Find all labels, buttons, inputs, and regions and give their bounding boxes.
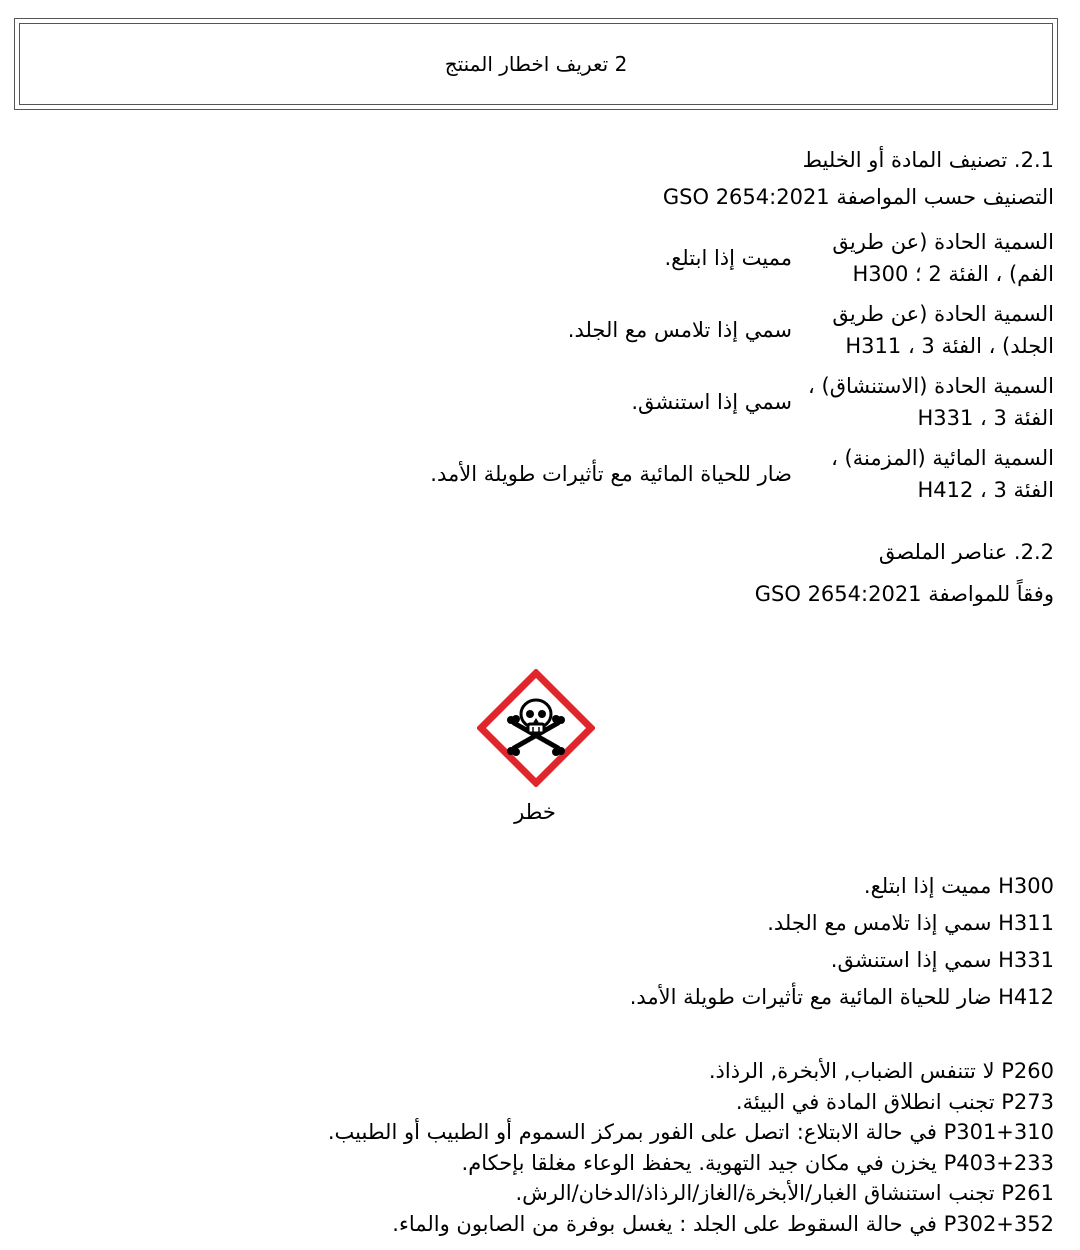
classification-class: السمية الحادة (عن طريق الفم) ، الفئة 2 ؛ H300 <box>832 230 1054 286</box>
precautionary-text: لا تتنفس الضباب, الأبخرة, الرذاذ. <box>708 1059 995 1083</box>
precautionary-code: P273 <box>1001 1089 1054 1114</box>
precautionary-statement <box>328 1056 1054 1087</box>
classification-row <box>374 226 1054 290</box>
classification-row <box>374 370 1054 434</box>
classification-table <box>374 226 1054 514</box>
precautionary-code: P261 <box>1001 1181 1054 1205</box>
section-header-inner <box>19 23 1053 105</box>
precautionary-code: P260 <box>1001 1059 1054 1083</box>
precautionary-code: P302+352 <box>943 1211 1054 1236</box>
hazard-text: ضار للحياة المائية مع تأثيرات طويلة الأمد. <box>629 985 992 1009</box>
precautionary-statement-list <box>328 1056 1054 1239</box>
section-title: 2 تعريف اخطار المنتج <box>444 52 628 76</box>
classification-row <box>374 442 1054 506</box>
label-standard: وفقاً للمواصفة GSO 2654:2021 <box>754 582 1054 606</box>
hazard-code: H412 <box>998 985 1054 1009</box>
hazard-statement <box>630 979 1054 1016</box>
precautionary-statement <box>328 1117 1054 1148</box>
classification-standard: التصنيف حسب المواصفة GSO 2654:2021 <box>662 185 1054 209</box>
hazard-text: سمي إذا تلامس مع الجلد. <box>767 911 992 935</box>
subsection-2-1-title: 2.1. تصنيف المادة أو الخليط <box>802 148 1054 172</box>
precautionary-code: P301+310 <box>943 1120 1054 1144</box>
classification-statement: مميت إذا ابتلع. <box>664 246 792 270</box>
hazard-statement-list <box>630 868 1054 1016</box>
hazard-statement <box>630 942 1054 979</box>
classification-class: السمية الحادة (عن طريق الجلد) ، الفئة 3 ، H311 <box>832 302 1054 358</box>
hazard-statement <box>630 905 1054 942</box>
subsection-2-2-title: 2.2. عناصر الملصق <box>878 540 1054 564</box>
precautionary-text: تجنب انطلاق المادة في البيئة. <box>735 1089 995 1114</box>
classification-class: السمية الحادة (الاستنشاق) ، الفئة 3 ، H331 <box>808 374 1054 430</box>
classification-statement: سمي إذا تلامس مع الجلد. <box>567 318 792 342</box>
precautionary-code: P403+233 <box>943 1150 1054 1175</box>
classification-row <box>374 298 1054 362</box>
hazard-text: مميت إذا ابتلع. <box>863 874 992 898</box>
precautionary-text: في حالة السقوط على الجلد : يغسل بوفرة من الصابون والماء. <box>392 1211 937 1236</box>
hazard-code: H311 <box>998 911 1054 935</box>
classification-statement: ضار للحياة المائية مع تأثيرات طويلة الأمد. <box>430 462 792 486</box>
skull-crossbones-icon <box>477 669 595 787</box>
hazard-code: H300 <box>998 874 1054 898</box>
hazard-code: H331 <box>998 948 1054 972</box>
precautionary-statement <box>328 1148 1054 1179</box>
hazard-statement <box>630 868 1054 905</box>
hazard-text: سمي إذا استنشق. <box>830 948 992 972</box>
precautionary-text: في حالة الابتلاع: اتصل على الفور بمركز السموم أو الطبيب أو الطبيب. <box>327 1120 937 1144</box>
precautionary-statement <box>328 1178 1054 1209</box>
precautionary-text: تجنب استنشاق الغبار/الأبخرة/الغاز/الرذاذ/الدخان/الرش. <box>515 1181 995 1205</box>
precautionary-statement <box>328 1087 1054 1118</box>
classification-statement: سمي إذا استنشق. <box>631 390 792 414</box>
section-header-box <box>14 18 1058 110</box>
signal-word: خطر <box>514 800 556 824</box>
classification-class: السمية المائية (المزمنة) ، الفئة 3 ، H412 <box>831 446 1054 502</box>
precautionary-text: يخزن في مكان جيد التهوية. يحفظ الوعاء مغلقا بإحكام. <box>461 1150 937 1175</box>
precautionary-statement <box>328 1209 1054 1240</box>
